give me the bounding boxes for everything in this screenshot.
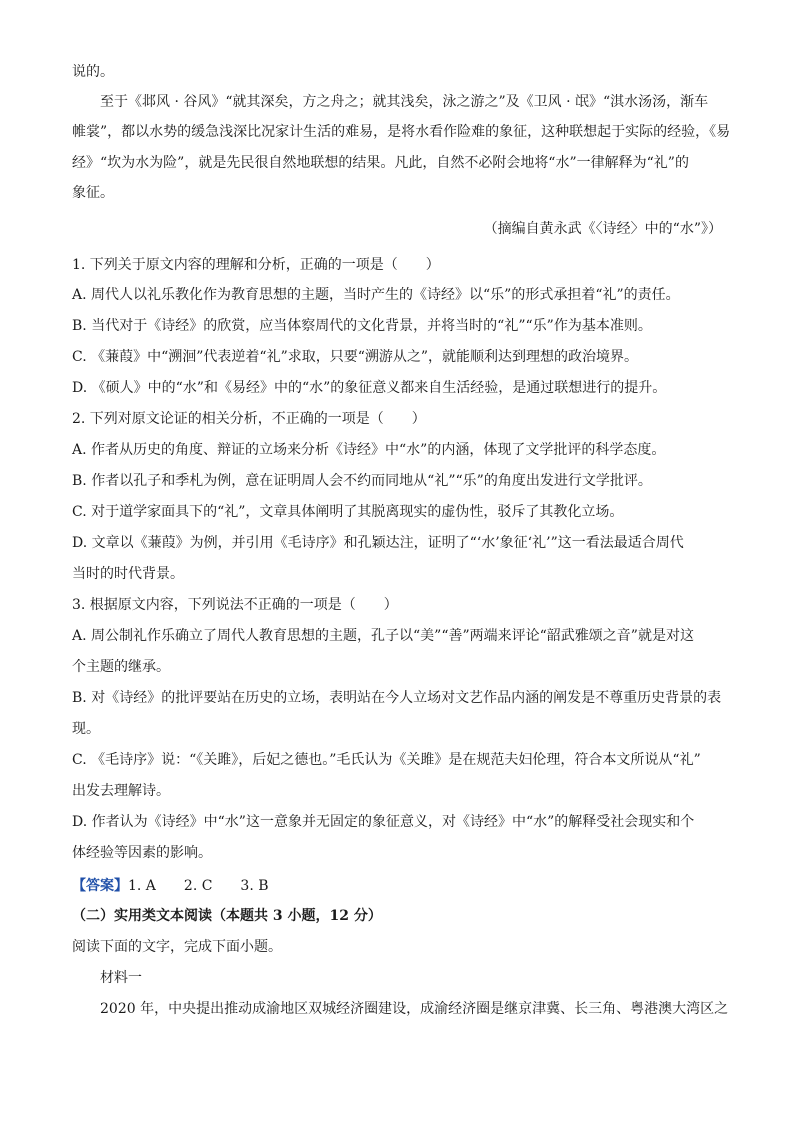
option-b: B. 作者以孔子和季札为例，意在证明周人会不约而同地从“礼”“乐”的角度出发进行文学批评。 bbox=[72, 473, 652, 489]
question-stem: 2. 下列对原文论证的相关分析，不正确的一项是（ ） bbox=[72, 411, 426, 427]
option-c: C. 对于道学家面具下的“礼”，文章具体阐明了其脱离现实的虚伪性，驳斥了其教化立场。 bbox=[72, 504, 624, 520]
option-b: B. 当代对于《诗经》的欣赏，应当体察周代的文化背景，并将当时的“礼”“乐”作为基本准则。 bbox=[72, 318, 652, 334]
paragraph-line: 象征。 bbox=[72, 185, 114, 201]
option-a-continued: 个主题的继承。 bbox=[72, 659, 170, 675]
option-d-continued: 体经验等因素的影响。 bbox=[72, 845, 212, 861]
material-first-line: 2020 年，中央提出推动成渝地区双城经济圈建设，成渝经济圈是继京津冀、长三角、粤港澳大湾区之 bbox=[100, 1001, 729, 1017]
question-stem: 3. 根据原文内容，下列说法不正确的一项是（ ） bbox=[72, 597, 398, 613]
option-c: C. 《蒹葭》中“溯洄”代表逆着“礼”求取，只要“溯游从之”，就能顺利达到理想的政治境界。 bbox=[72, 349, 639, 365]
option-b: B. 对《诗经》的批评要站在历史的立场，表明站在今人立场对文艺作品内涵的阐发是不尊重历史背景的表 bbox=[72, 690, 722, 706]
material-label: 材料一 bbox=[100, 970, 142, 986]
paragraph-line: 至于《邶风 · 谷风》“就其深矣，方之舟之；就其浅矣，泳之游之”及《卫风 · 氓》“淇水汤汤，渐车 bbox=[100, 94, 709, 110]
paragraph-line: 帷裳”，都以水势的缓急浅深比况家计生活的难易，是将水看作险难的象征，这种联想起于实际的经验，《易 bbox=[72, 124, 731, 140]
section-instruction: 阅读下面的文字，完成下面小题。 bbox=[72, 939, 282, 955]
option-a: A. 周代人以礼乐教化作为教育思想的主题，当时产生的《诗经》以“乐”的形式承担着“礼”的责任。 bbox=[72, 287, 680, 303]
question-stem: 1. 下列关于原文内容的理解和分析，正确的一项是（ ） bbox=[72, 257, 440, 273]
section-heading: （二）实用类文本阅读（本题共 3 小题，12 分） bbox=[72, 908, 382, 924]
option-d: D. 作者认为《诗经》中“水”这一意象并无固定的象征意义，对《诗经》中“水”的解释受社会现实和个 bbox=[72, 814, 695, 830]
paragraph-line: 经》“坎为水为险”，就是先民很自然地联想的结果。凡此，自然不必附会地将“水”一律解释为“礼”的 bbox=[72, 155, 689, 171]
option-d: D. 文章以《蒹葭》为例，并引用《毛诗序》和孔颖达注，证明了“‘水’象征‘礼’”这一看法最适合周代 bbox=[72, 535, 684, 551]
option-d-continued: 当时的时代背景。 bbox=[72, 566, 184, 582]
option-a: A. 周公制礼作乐确立了周代人教育思想的主题，孔子以“美”“善”两端来评论“韶武雅颂之音”就是对这 bbox=[72, 628, 694, 644]
option-a: A. 作者从历史的角度、辩证的立场来分析《诗经》中“水”的内涵，体现了文学批评的科学态度。 bbox=[72, 442, 666, 458]
answer-tag: 【答案】 bbox=[72, 878, 128, 894]
option-d: D. 《硕人》中的“水”和《易经》中的“水”的象征意义都来自生活经验，是通过联想进行的提升。 bbox=[72, 380, 667, 396]
answer-text: 1. A 2. C 3. B bbox=[128, 878, 269, 894]
paragraph-line: 说的。 bbox=[72, 64, 114, 80]
source-citation: （摘编自黄永武《〈诗经〉中的“水”》） bbox=[483, 221, 722, 237]
answer-line bbox=[72, 876, 269, 896]
option-b-continued: 现。 bbox=[72, 721, 100, 737]
option-c-continued: 出发去理解诗。 bbox=[72, 783, 170, 799]
option-c: C. 《毛诗序》说：“《关雎》，后妃之德也。”毛氏认为《关雎》是在规范夫妇伦理，符合本文所说从“礼” bbox=[72, 752, 701, 768]
